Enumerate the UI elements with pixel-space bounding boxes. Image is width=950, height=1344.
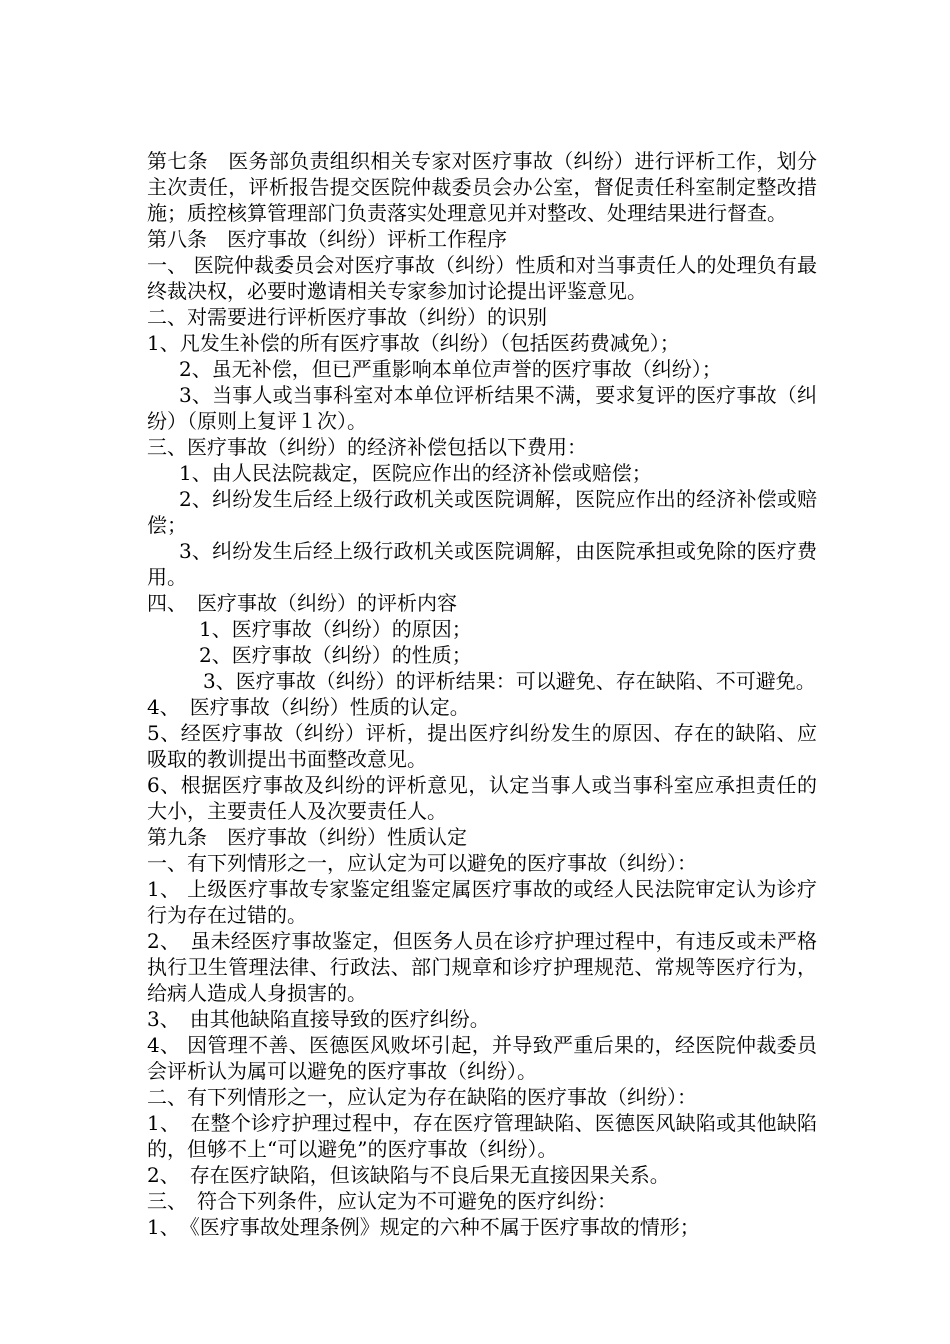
list-item: 1、由人民法院裁定，医院应作出的经济补偿或赔偿； (179, 461, 652, 485)
article-7-paragraph: 第七条 医务部负责组织相关专家对医疗事故（纠纷）进行评析工作，划分主次责任，评析报告提交医院仲裁委员会办公室，督促责任科室制定整改措施；质控核算管理部门负责落实处理意见并对整改、处理结果进行督查。 (147, 149, 817, 225)
list-item: 3、纠纷发生后经上级行政机关或医院调解，由医院承担或免除的医疗费用。 (147, 539, 817, 589)
list-item: 5、经医疗事故（纠纷）评析，提出医疗纠纷发生的原因、存在的缺陷、应吸取的教训提出书面整改意见。 (147, 721, 817, 771)
list-item: 2、虽无补偿，但已严重影响本单位声誉的医疗事故（纠纷）； (179, 357, 722, 381)
article-8-item-3-heading: 三、医疗事故（纠纷）的经济补偿包括以下费用： (147, 435, 587, 459)
article-8-item-1: 一、 医院仲裁委员会对医疗事故（纠纷）性质和对当事责任人的处理负有最终裁决权，必要时邀请相关专家参加讨论提出评鉴意见。 (147, 253, 817, 303)
list-item: 4、 医疗事故（纠纷）性质的认定。 (147, 695, 470, 719)
list-item: 3、医疗事故（纠纷）的评析结果：可以避免、存在缺陷、不可避免。 (203, 669, 816, 693)
list-item: 2、 虽未经医疗事故鉴定，但医务人员在诊疗护理过程中，有违反或未严格执行卫生管理法律、行政法、部门规章和诊疗护理规范、常规等医疗行为，给病人造成人身损害的。 (147, 929, 817, 1005)
article-9-heading: 第九条 医疗事故（纠纷）性质认定 (147, 825, 467, 849)
article-9-item-1-heading: 一、有下列情形之一，应认定为可以避免的医疗事故（纠纷）： (147, 851, 697, 875)
list-item: 2、纠纷发生后经上级行政机关或医院调解，医院应作出的经济补偿或赔偿； (147, 487, 817, 537)
article-9-item-2-heading: 二、有下列情形之一，应认定为存在缺陷的医疗事故（纠纷）： (147, 1085, 697, 1109)
list-item: 1、 上级医疗事故专家鉴定组鉴定属医疗事故的或经人民法院审定认为诊疗行为存在过错的。 (147, 877, 817, 927)
list-item: 1、凡发生补偿的所有医疗事故（纠纷）（包括医药费减免）； (147, 331, 680, 355)
list-item: 1、 《医疗事故处理条例》规定的六种不属于医疗事故的情形； (147, 1215, 700, 1239)
article-8-heading: 第八条 医疗事故（纠纷）评析工作程序 (147, 227, 507, 251)
list-item: 1、 在整个诊疗护理过程中，存在医疗管理缺陷、医德医风缺陷或其他缺陷的，但够不上“可以避免”的医疗事故（纠纷）。 (147, 1111, 817, 1161)
list-item: 4、 因管理不善、医德医风败坏引起，并导致严重后果的，经医院仲裁委员会评析认为属可以避免的医疗事故（纠纷）。 (147, 1033, 817, 1083)
document-body (147, 148, 817, 1240)
article-8-item-2-heading: 二、对需要进行评析医疗事故（纠纷）的识别 (147, 305, 547, 329)
list-item: 1、医疗事故（纠纷）的原因； (199, 617, 472, 641)
list-item: 3、当事人或当事科室对本单位评析结果不满，要求复评的医疗事故（纠纷）（原则上复评１次）。 (147, 383, 817, 433)
article-9-item-3-heading: 三、 符合下列条件，应认定为不可避免的医疗纠纷： (147, 1189, 617, 1213)
list-item: 2、医疗事故（纠纷）的性质； (199, 643, 472, 667)
article-8-item-4-heading: 四、 医疗事故（纠纷）的评析内容 (147, 591, 457, 615)
list-item: 3、 由其他缺陷直接导致的医疗纠纷。 (147, 1007, 490, 1031)
list-item: 2、 存在医疗缺陷，但该缺陷与不良后果无直接因果关系。 (147, 1163, 670, 1187)
list-item: 6、根据医疗事故及纠纷的评析意见，认定当事人或当事科室应承担责任的大小，主要责任人及次要责任人。 (147, 773, 817, 823)
